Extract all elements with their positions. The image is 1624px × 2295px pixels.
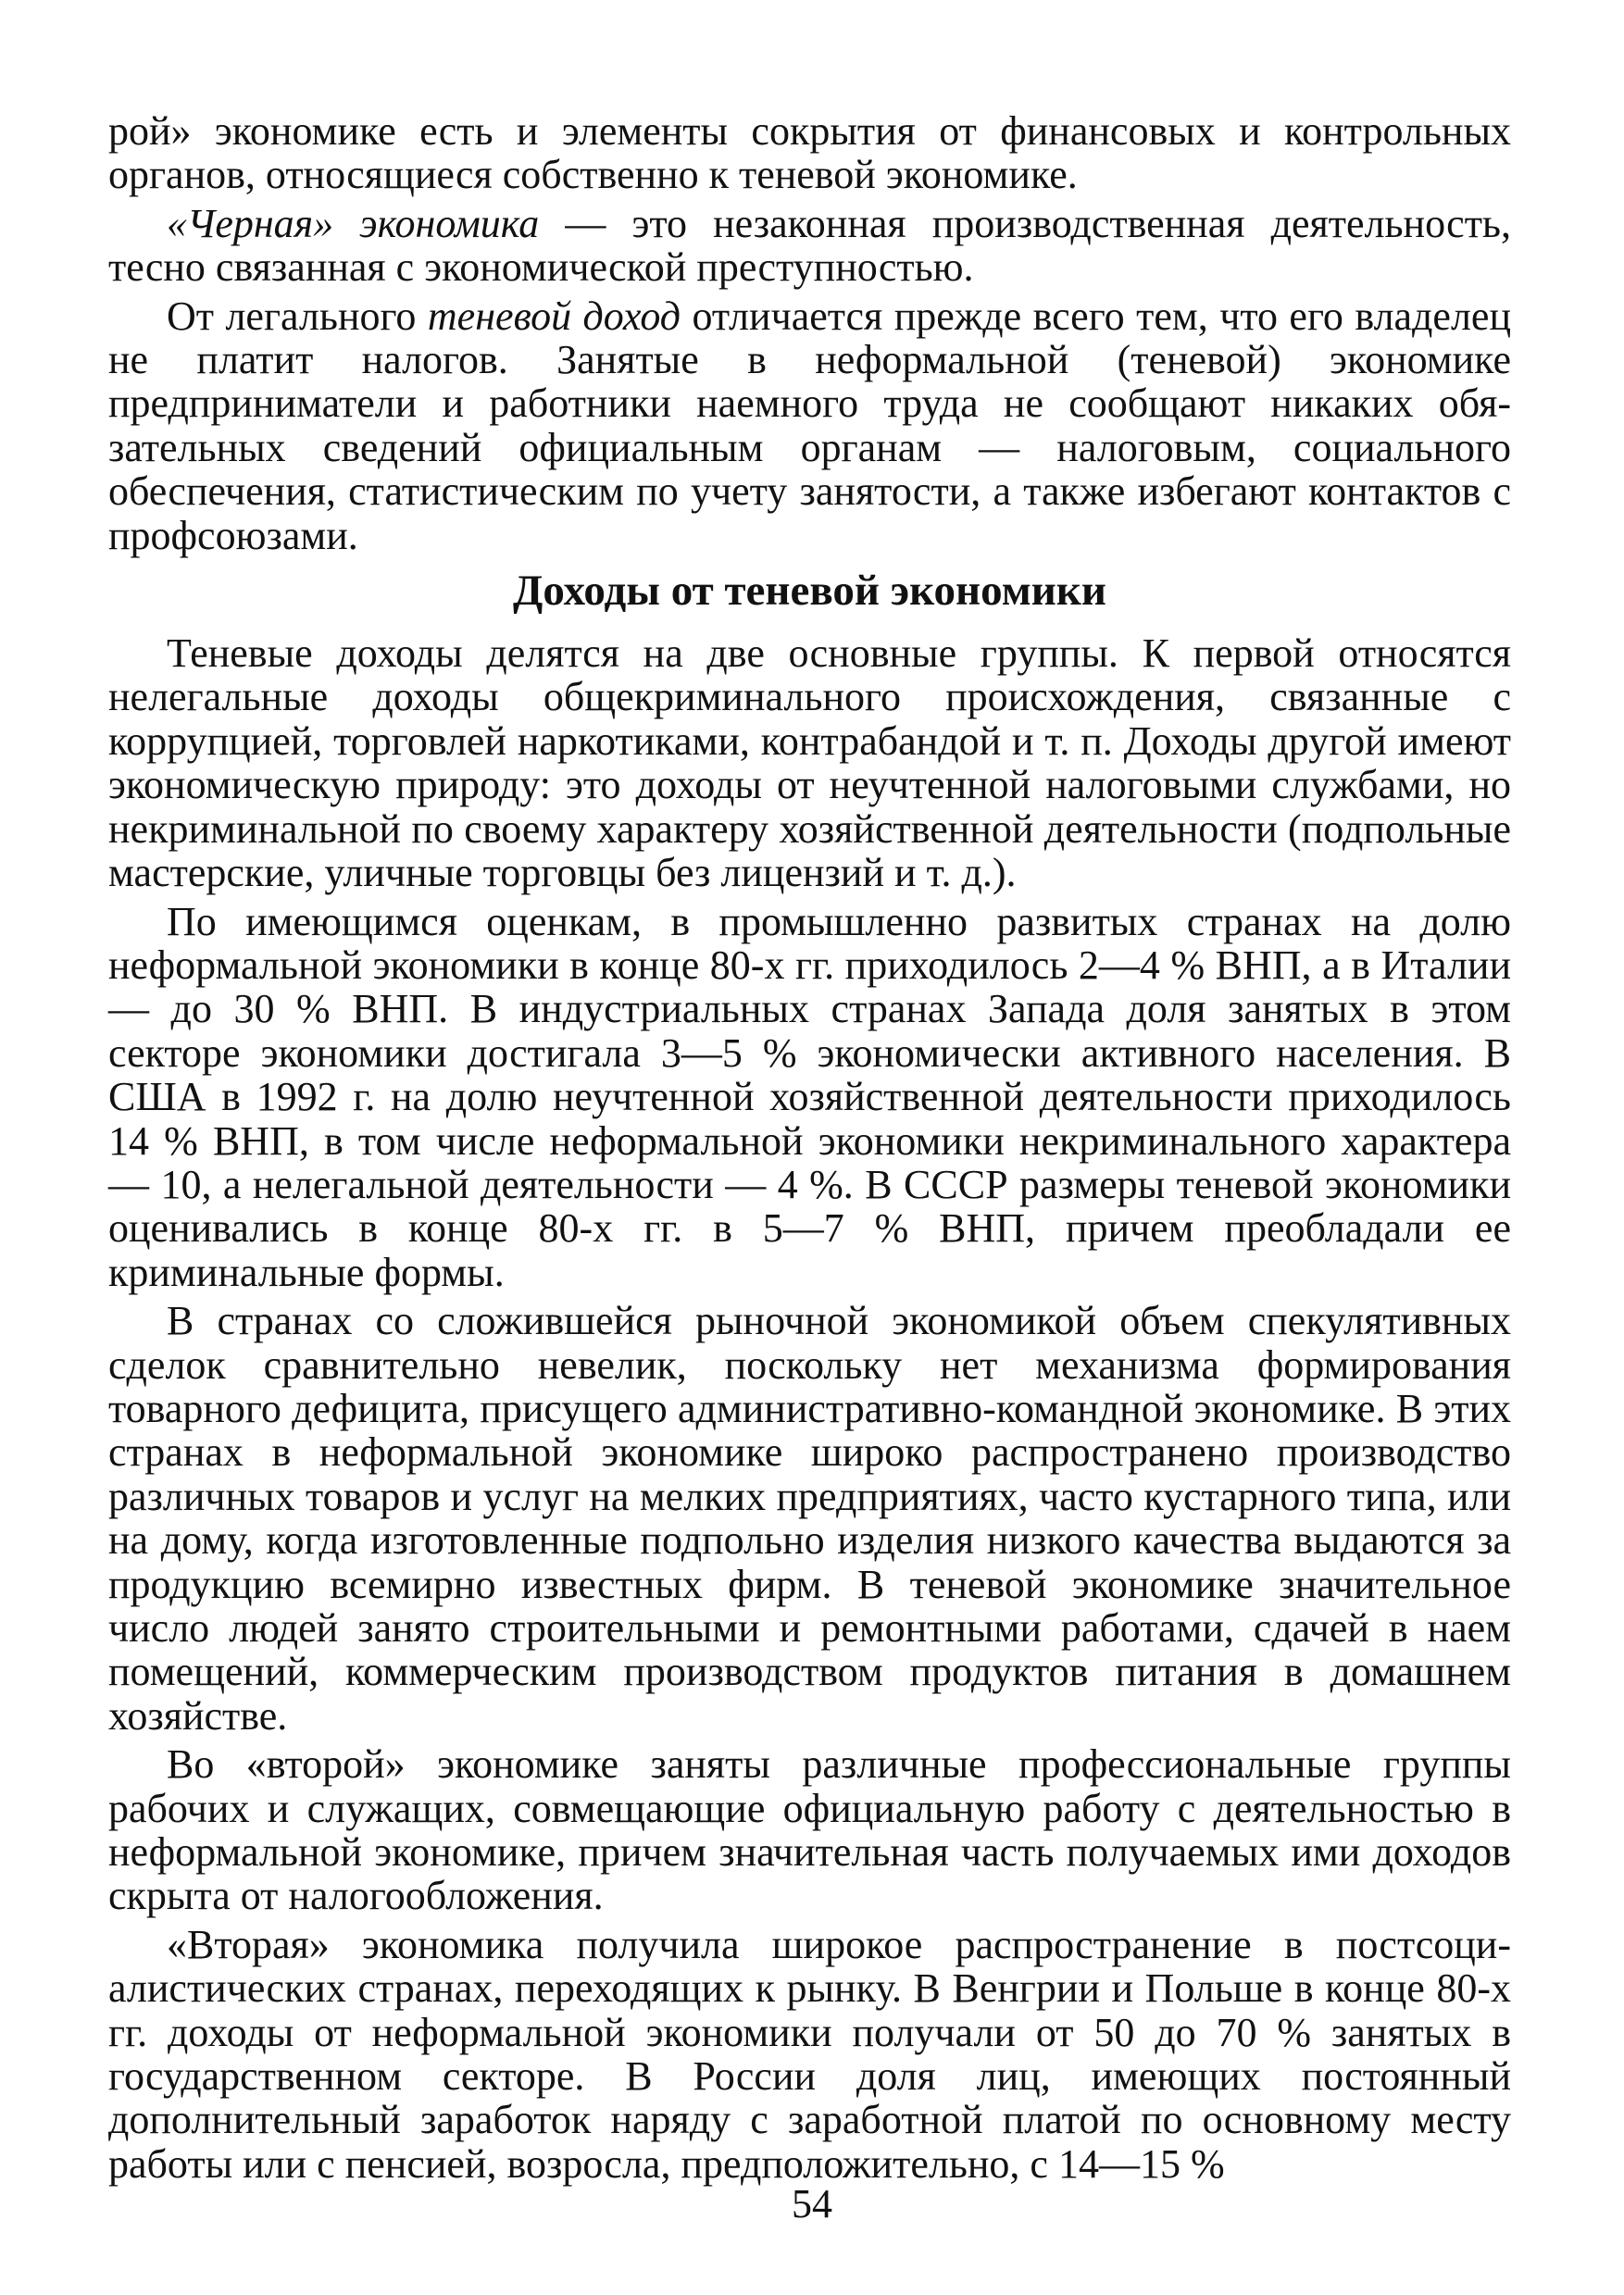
paragraph-text: Теневые доходы делятся на две основные группы. К первой относятся нелегальные доходы общекриминального происхождения, связанные с коррупцией, торговлей наркотиками, контрабандой и т. п. Доходы другой имеют экономическую природу: это доходы от неучтенной налоговыми службами, но некриминальной по своему характеру хозяйственной деятельности (подпольные мастерские, уличные торговцы без лицензий и т. д.).	[108, 630, 1511, 896]
paragraph-estimates	[108, 900, 1511, 1295]
page-number: 54	[792, 2181, 832, 2226]
paragraph-text: В странах со сложившейся рыночной экономикой объем спекулятивных сделок сравнительно невелик, поскольку нет механизма формирования товарного дефицита, присущего административно-командной экономике. В этих странах в неформальной экономике широко распространено производство различных товаров и услуг на мелких предприятиях, часто кустарного типа, или на дому, когда изготовленные подпольно изделия низкого качества выдаются за продукцию всемирно известных фирм. В теневой экономике значительное число людей занято строительными и ремонтными работами, сдачей в наем помещений, коммерческим производством продуктов питания в домашнем хозяйстве.	[108, 1298, 1511, 1739]
section-heading: Доходы от теневой экономики	[513, 567, 1106, 616]
paragraph-text: Во «второй» экономике заняты различные профессиональные группы рабочих и служащих, совмещающие официальную работу с деятельностью в неформальной экономике, причем значительная часть получаемых ими доходов скрыта от налогообложения.	[108, 1741, 1511, 1919]
paragraph-second-economy	[108, 1742, 1511, 1918]
paragraph-shadow-income	[108, 294, 1511, 557]
paragraph-black-economy	[108, 202, 1511, 290]
paragraph-text: рой» экономике есть и элементы сокрытия от финансовых и контрольных органов, относящиеся собственно к теневой экономике.	[108, 108, 1511, 198]
page-body	[108, 109, 1511, 2190]
paragraph-continued	[108, 109, 1511, 197]
paragraph-text: «Вторая» экономика получила широкое распространение в постсоциалистических странах, переходящих к рынку. В Венгрии и Польше в конце 80-х гг. доходы от неформальной экономики получали от 50 до 70 % занятых в государственном секторе. В России доля лиц, имеющих постоянный дополнительный заработок наряду с заработной платой по основному месту работы или с пенсией, возросла, предположительно, с 14—15 %	[108, 1921, 1511, 2187]
paragraph-text: От легального	[167, 293, 428, 339]
paragraph-text: По имеющимся оценкам, в промышленно развитых странах на долю неформальной экономики в конце 80-х гг. приходилось 2—4 % ВНП, а в Италии — до 30 % ВНП. В индустриальных странах Запада доля занятых в этом секторе экономики достигала 3—5 % экономически активного населения. В США в 1992 г. на долю неучтенной хозяйственной деятельности приходилось 14 % ВНП, в том числе неформальной экономики некриминального характера — 10, а нелегальной деятельности — 4 %. В СССР размеры теневой экономики оценивались в конце 80-х гг. в 5—7 % ВНП, причем преобладали ее криминальные формы.	[108, 898, 1511, 1295]
paragraph-text: отличается прежде всего тем, что его владелец не платит налогов. Занятые в неформальной (теневой) экономике предприниматели и работники наемного труда не сообщают никаких обязательных сведений официальным органам — налоговым, социального обеспечения, статистическим по учету занятости, а также избегают контактов с профсоюзами.	[108, 293, 1511, 558]
paragraph-postsocialist	[108, 1923, 1511, 2186]
term-shadow-income: теневой доход	[427, 293, 681, 339]
term-black-economy: «Черная» экономика	[167, 200, 540, 246]
paragraph-market-economies	[108, 1299, 1511, 1738]
paragraph-income-groups	[108, 631, 1511, 894]
paragraph-text: — это незаконная производственная деятельность, тесно связанная с экономической преступностью.	[108, 200, 1511, 291]
